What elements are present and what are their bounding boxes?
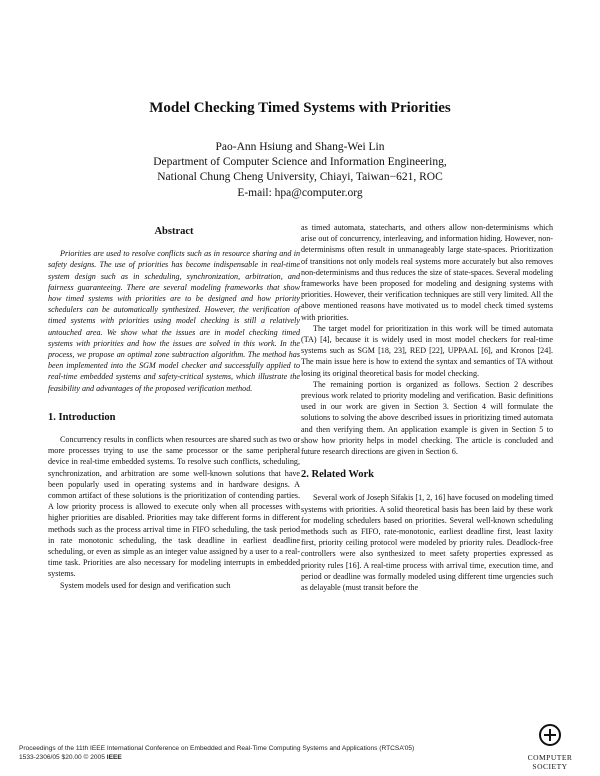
affiliation-line-1: Department of Computer Science and Information Engineering, bbox=[153, 156, 447, 169]
right-paragraph-2: The target model for prioritization in this work will be timed automata (TA) [4], because it is widely used in most model checkers for real-time systems such as SGM [18, 23], RED [22], UPPAAL [6], and Kronos [24]. The main issue here is how to extend the syntax and semantics of TA without losing its original theoretical basis for model checking. bbox=[301, 323, 553, 378]
logo-text-computer: COMPUTER bbox=[527, 753, 573, 762]
footer-proceedings: Proceedings of the 11th IEEE International Conference on Embedded and Real-Time Computing Systems and Applications (RTCSA’05) bbox=[19, 745, 415, 752]
section-1-heading: 1. Introduction bbox=[48, 411, 116, 423]
paper-title: Model Checking Timed Systems with Priorities bbox=[149, 100, 451, 116]
related-work-paragraph-1: Several work of Joseph Sifakis [1, 2, 16] have focused on modeling timed systems with priorities. A solid theoretical basis has been laid by these work for modeling schedulers based on priorities. Several well-known scheduling methods such as FIFO, rate-monotonic, earliest deadline first, least laxity first, priority ceiling protocol were modeled by priority rules. Deadlock-free controllers were also synthesized to meet safety properties expressed as priority rules [16]. A real-time process with arrival time, execution time, and period or deadline was formally modeled using different time urgencies such as delayable (must transit before the bbox=[301, 493, 553, 593]
intro-paragraph-1: Concurrency results in conflicts when resources are shared such as two or more processes trying to use the same processor or the same peripheral device in real-time embedded systems. To resolve such conflicts, scheduling, synchronization, and arbitration are some well-known solutions that have been popularly used in operating systems and in hardware designs. A common artifact of these solutions is the prioritization of contending parties. A low priority process is allowed to execute only when all processes with higher priorities are disabled. Priorities may take different forms in different methods such as the process arrival time in FIFO scheduling, the task period in rate monotonic scheduling, the task deadline in earliest deadline scheduling, or even as simple as an integer value assigned by a user to a real-time task. Priorities are also necessary for modeling interrupts in embedded systems. bbox=[48, 435, 300, 579]
abstract-heading: Abstract bbox=[154, 226, 194, 237]
ieee-emblem-icon bbox=[520, 722, 580, 748]
section-2-heading: 2. Related Work bbox=[301, 469, 375, 481]
footer-copyright bbox=[19, 753, 414, 762]
footer-ieee: IEEE bbox=[106, 754, 122, 761]
email: E-mail: hpa@computer.org bbox=[237, 186, 363, 199]
logo-text-society: SOCIETY bbox=[532, 762, 568, 771]
authors: Pao-Ann Hsiung and Shang-Wei Lin bbox=[215, 141, 385, 153]
footer bbox=[19, 744, 414, 762]
left-column bbox=[48, 226, 300, 591]
footer-issn: 1533-2306/05 $20.00 © 2005 bbox=[19, 754, 105, 761]
right-paragraph-1: as timed automata, statecharts, and others allow non-determinisms which arise out of concurrency, interleaving, and information hiding. However, non-determinisms often result in unmanageably large state-spaces. Prioritization of transitions not only models real systems more accurately but also removes non-determinisms and thus reduces the size of state-spaces. Several modeling frameworks have been proposed for modeling and designing systems with priorities. However, their verification techniques are still very limited. All the above mentioned reasons have motivated us to model check timed systems with priorities. bbox=[301, 223, 553, 322]
abstract-text: Priorities are used to resolve conflicts such as in resource sharing and in safety designs. The use of priorities has become indispensable in real-time system design such as in scheduling, synchronization, arbitration, and fairness guaranteeing. There are several modeling frameworks that show how timed systems with priorities are to be designed and how priority schedulers can be automatically synthesized. However, the verification of timed systems with priorities using model checking is still a relatively untouched area. We show what the issues are in model checking timed systems with priorities and how the issues are solved in this work. In the process, we propose an optimal zone subtraction algorithm. The method has been implemented into the SGM model checker and successfully applied to real-time embedded systems and safety-critical systems, which illustrate the feasibility and advantages of the proposed verification method. bbox=[48, 249, 300, 393]
right-column bbox=[301, 222, 553, 593]
intro-paragraph-2: System models used for design and verification such bbox=[60, 580, 231, 590]
right-paragraph-3: The remaining portion is organized as follows. Section 2 describes previous work related to priority modeling and verification. Basic definitions used in our work are given in Section 3. Section 4 will formulate the solutions to solving the above described issues in prioritizing timed automata and then verifying them. An application example is given in Section 5 to show how priority helps in model checking. The article is concluded and future research directions are given in Section 6. bbox=[301, 379, 553, 457]
computer-society-logo bbox=[520, 722, 580, 770]
author-block bbox=[0, 140, 600, 201]
affiliation-line-2: National Chung Cheng University, Chiayi, Taiwan−621, ROC bbox=[157, 171, 443, 184]
